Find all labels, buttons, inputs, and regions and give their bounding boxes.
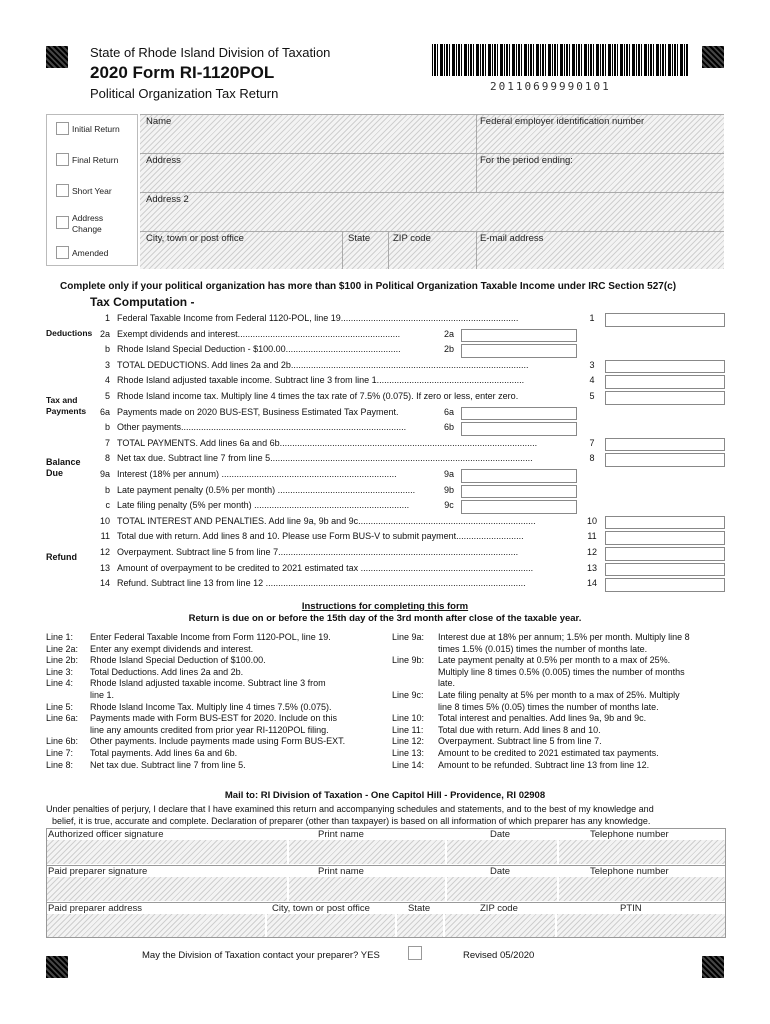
address-change-checkbox[interactable] bbox=[56, 216, 69, 229]
instruction-key: Line 3: bbox=[46, 666, 74, 677]
instruction-key: Line 9c: bbox=[392, 690, 424, 700]
line-number: 6a bbox=[99, 406, 110, 417]
instruction-key: Line 2b: bbox=[46, 655, 79, 666]
line-box-label: 9c bbox=[444, 500, 454, 511]
amount-field-4[interactable] bbox=[605, 375, 725, 389]
agency-name: State of Rhode Island Division of Taxation bbox=[90, 45, 331, 60]
email-label: E-mail address bbox=[480, 233, 544, 244]
line-number: 3 bbox=[104, 359, 110, 370]
line-text: Total due with return. Add lines 8 and 10. Please use Form BUS-V to submit payment........................... bbox=[117, 531, 524, 542]
amount-field-6a[interactable] bbox=[461, 407, 577, 421]
perjury-line-1: Under penalties of perjury, I declare that I have examined this return and accompanying schedules and statements, and to the best of my knowledge and bbox=[46, 804, 654, 814]
address2-label: Address 2 bbox=[146, 194, 189, 205]
line-number: b bbox=[104, 422, 110, 433]
final-return-checkbox[interactable] bbox=[56, 153, 69, 166]
section-tax-payments-2: Payments bbox=[46, 406, 87, 416]
instruction-text: Payments made with Form BUS-EST for 2020. Include on this bbox=[90, 713, 337, 724]
line-row-4 bbox=[0, 374, 770, 390]
instruction-text: Amount to be refunded. Subtract line 13 from line 12. bbox=[438, 759, 650, 770]
line-row-10 bbox=[0, 515, 770, 531]
instruction-key: Line 1: bbox=[46, 632, 74, 642]
line-text: Rhode Island income tax. Multiply line 4 times the tax rate of 7.5% (0.075). If zero or less, enter zero. bbox=[117, 391, 519, 401]
amount-field-10[interactable] bbox=[605, 516, 725, 530]
barcode-number: 20110699990101 bbox=[490, 80, 611, 93]
line-number: 8 bbox=[104, 453, 110, 464]
line-row-5 bbox=[0, 390, 770, 406]
period-label: For the period ending: bbox=[480, 155, 573, 166]
instruction-key: Line 6b: bbox=[46, 736, 79, 747]
instructions-title: Instructions for completing this form bbox=[301, 601, 469, 612]
instruction-text: Amount to be credited to 2021 estimated tax payments. bbox=[438, 748, 659, 758]
telephone-field[interactable] bbox=[559, 840, 725, 864]
instruction-text: Total payments. Add lines 6a and 6b. bbox=[90, 748, 238, 758]
instruction-key: Line 9a: bbox=[392, 632, 425, 642]
line-text: Other payments.......................................................................................... bbox=[117, 422, 407, 433]
address-change-label-2: Change bbox=[72, 224, 102, 234]
line-text: TOTAL DEDUCTIONS. Add lines 2a and 2b............................................................................................... bbox=[117, 359, 529, 370]
line-text: Amount of overpayment to be credited to 2021 estimated tax ..................................................................... bbox=[117, 562, 534, 573]
amended-checkbox[interactable] bbox=[56, 246, 69, 259]
line-row-6b bbox=[0, 421, 770, 437]
fein-label: Federal employer identification number bbox=[480, 116, 645, 127]
instruction-key: Line 10: bbox=[392, 713, 425, 724]
line-box-label: 12 bbox=[586, 547, 597, 557]
line-box-label: 9b bbox=[443, 484, 454, 495]
registration-mark-bottom-right bbox=[702, 956, 724, 978]
line-number: c bbox=[105, 500, 110, 511]
line-row-12 bbox=[0, 546, 770, 562]
name-label: Name bbox=[146, 116, 172, 127]
form-subtitle: Political Organization Tax Return bbox=[90, 86, 279, 101]
preparer-signature-label: Paid preparer signature bbox=[48, 866, 148, 877]
telephone-label: Telephone number bbox=[590, 829, 669, 840]
line-box-label: 8 bbox=[589, 453, 595, 464]
instruction-text: Enter any exempt dividends and interest. bbox=[90, 643, 254, 654]
amount-field-7[interactable] bbox=[605, 438, 725, 452]
line-box-label: 6a bbox=[443, 406, 454, 417]
print-name-label: Print name bbox=[318, 829, 364, 840]
officer-signature-field[interactable] bbox=[47, 840, 287, 864]
preparer-telephone-label: Telephone number bbox=[590, 866, 669, 877]
registration-mark-bottom-left bbox=[46, 956, 68, 978]
section-balance-2: Due bbox=[46, 468, 64, 478]
line-box-label: 14 bbox=[586, 578, 597, 589]
amount-field-9b[interactable] bbox=[461, 485, 577, 499]
computation-note: Complete only if your political organization has more than $100 in Political Organization Taxable Income under IRC Section 527(c) bbox=[60, 281, 677, 292]
short-year-label: Short Year bbox=[72, 186, 112, 196]
address2-field[interactable] bbox=[140, 192, 724, 231]
preparer-state-field[interactable] bbox=[397, 914, 443, 937]
address-field[interactable] bbox=[140, 153, 476, 192]
amount-field-2a[interactable] bbox=[461, 329, 577, 343]
instruction-key: Line 4: bbox=[46, 678, 74, 689]
line-text: Exempt dividends and interest................................................................. bbox=[117, 328, 401, 339]
instruction-key: Line 6a: bbox=[46, 713, 79, 724]
revised-date: Revised 05/2020 bbox=[463, 950, 535, 961]
contact-yes-checkbox[interactable] bbox=[408, 946, 422, 960]
instruction-text: late. bbox=[438, 678, 456, 689]
line-row-9c bbox=[0, 499, 770, 515]
amount-field-14[interactable] bbox=[605, 578, 725, 592]
instruction-text: Rhode Island Income Tax. Multiply line 4 times 7.5% (0.075). bbox=[90, 701, 332, 712]
instruction-key: Line 13: bbox=[392, 748, 425, 758]
line-number: 2a bbox=[99, 328, 110, 339]
instruction-key: Line 2a: bbox=[46, 643, 79, 654]
instruction-text: Other payments. Include payments made using Form BUS-EXT. bbox=[90, 736, 346, 747]
line-box-label: 2a bbox=[443, 328, 454, 339]
computation-heading: Tax Computation - bbox=[90, 295, 195, 309]
amount-field-8[interactable] bbox=[605, 453, 725, 467]
section-refund: Refund bbox=[46, 552, 77, 562]
line-number: 7 bbox=[104, 437, 110, 448]
instruction-text: Late filing penalty at 5% per month to a max of 25%. Multiply bbox=[438, 690, 680, 700]
amount-field-1[interactable] bbox=[605, 313, 725, 327]
line-box-label: 6b bbox=[443, 422, 454, 433]
line-number: b bbox=[104, 484, 110, 495]
instruction-text: Total due with return. Add lines 8 and 10. bbox=[438, 724, 601, 735]
line-text: Late filing penalty (5% per month) .............................................................. bbox=[117, 500, 410, 511]
line-row-8 bbox=[0, 452, 770, 468]
instruction-text: line 1. bbox=[90, 690, 115, 700]
line-number: 14 bbox=[99, 578, 110, 589]
line-number: 1 bbox=[104, 313, 110, 323]
line-row-2b bbox=[0, 343, 770, 359]
instruction-text: Total interest and penalties. Add lines 9a, 9b and 9c. bbox=[438, 713, 647, 724]
line-number: 4 bbox=[104, 375, 110, 386]
preparer-zip-label: ZIP code bbox=[480, 903, 518, 914]
line-row-9a bbox=[0, 468, 770, 484]
preparer-print-name-label: Print name bbox=[318, 866, 364, 877]
print-name-field[interactable] bbox=[289, 840, 445, 864]
line-box-label: 11 bbox=[587, 531, 597, 542]
date-field[interactable] bbox=[447, 840, 557, 864]
instruction-text: times 1.5% (0.015) times the number of months late. bbox=[438, 643, 648, 654]
officer-signature-label: Authorized officer signature bbox=[48, 829, 164, 840]
instruction-text: Multiply line 8 times 0.5% (0.005) times the number of months bbox=[438, 666, 685, 677]
short-year-checkbox[interactable] bbox=[56, 184, 69, 197]
line-box-label: 3 bbox=[589, 359, 595, 370]
registration-mark-top-left bbox=[46, 46, 68, 68]
amount-field-12[interactable] bbox=[605, 547, 725, 561]
preparer-telephone-field[interactable] bbox=[559, 877, 725, 901]
line-text: Federal Taxable Income from Federal 1120-POL, line 19....................................................................... bbox=[117, 313, 519, 323]
line-row-6a bbox=[0, 406, 770, 422]
line-text: Late payment penalty (0.5% per month) ....................................................... bbox=[117, 484, 416, 495]
name-field[interactable] bbox=[140, 114, 476, 153]
line-box-label: 1 bbox=[589, 313, 595, 323]
instructions-right bbox=[392, 632, 732, 782]
line-box-label: 7 bbox=[589, 437, 595, 448]
preparer-state-label: State bbox=[408, 903, 431, 914]
line-text: TOTAL PAYMENTS. Add lines 6a and 6b....................................................................................................... bbox=[117, 437, 538, 448]
initial-return-checkbox[interactable] bbox=[56, 122, 69, 135]
amended-label: Amended bbox=[72, 248, 109, 258]
line-row-7 bbox=[0, 437, 770, 453]
amount-field-9c[interactable] bbox=[461, 500, 577, 514]
form-title: 2020 Form RI-1120POL bbox=[90, 63, 275, 82]
instruction-text: Enter Federal Taxable Income from Form 1120-POL, line 19. bbox=[90, 632, 331, 642]
line-text: Refund. Subtract line 13 from line 12 ........................................................................................................ bbox=[117, 578, 526, 589]
zip-label: ZIP code bbox=[393, 233, 431, 244]
line-text: TOTAL INTEREST AND PENALTIES. Add line 9a, 9b and 9c....................................................................... bbox=[117, 515, 536, 526]
instruction-text: Total Deductions. Add lines 2a and 2b. bbox=[90, 666, 244, 677]
line-box-label: 9a bbox=[443, 469, 454, 479]
instruction-text: Late payment penalty at 0.5% per month to a max of 25%. bbox=[438, 655, 671, 666]
instruction-key: Line 12: bbox=[392, 736, 425, 747]
preparer-zip-field[interactable] bbox=[445, 914, 555, 937]
section-balance-1: Balance bbox=[46, 457, 81, 467]
perjury-line-2: belief, it is true, accurate and complete. Declaration of preparer (other than taxpayer) is based on all information of which preparer has any knowledge. bbox=[52, 816, 651, 826]
line-row-2a bbox=[0, 328, 770, 344]
line-text: Rhode Island adjusted taxable income. Subtract line 3 from line 1........................................................... bbox=[117, 375, 525, 386]
instruction-key: Line 8: bbox=[46, 759, 74, 770]
registration-mark-top-right bbox=[702, 46, 724, 68]
preparer-city-label: City, town or post office bbox=[272, 903, 370, 914]
instruction-key: Line 9b: bbox=[392, 655, 425, 666]
instruction-text: line 8 times 5% (0.05) times the number of months late. bbox=[438, 701, 659, 712]
preparer-address-label: Paid preparer address bbox=[48, 903, 142, 914]
preparer-print-name-field[interactable] bbox=[289, 877, 445, 901]
line-row-13 bbox=[0, 562, 770, 578]
mail-to: Mail to: RI Division of Taxation - One Capitol Hill - Providence, RI 02908 bbox=[224, 790, 546, 801]
instruction-key: Line 5: bbox=[46, 701, 74, 712]
city-label: City, town or post office bbox=[146, 233, 244, 244]
line-number: 9a bbox=[99, 469, 110, 479]
line-text: Net tax due. Subtract line 7 from line 5......................................................................................................... bbox=[117, 453, 533, 464]
instruction-key: Line 11: bbox=[392, 724, 424, 735]
instruction-key: Line 14: bbox=[392, 759, 425, 770]
line-number: 12 bbox=[99, 547, 110, 557]
line-number: 5 bbox=[104, 391, 110, 401]
line-box-label: 2b bbox=[443, 344, 454, 355]
line-number: 11 bbox=[100, 531, 110, 542]
amount-field-11[interactable] bbox=[605, 531, 725, 545]
line-box-label: 13 bbox=[586, 562, 597, 573]
line-number: 10 bbox=[99, 515, 110, 526]
instruction-text: Interest due at 18% per annum; 1.5% per month. Multiply line 8 bbox=[438, 632, 690, 642]
amount-field-13[interactable] bbox=[605, 563, 725, 577]
preparer-city-field[interactable] bbox=[267, 914, 395, 937]
line-text: Rhode Island Special Deduction - $100.00.............................................. bbox=[117, 344, 401, 355]
instruction-text: Rhode Island Special Deduction of $100.00. bbox=[90, 655, 266, 666]
ptin-field[interactable] bbox=[557, 914, 725, 937]
instruction-text: Rhode Island adjusted taxable income. Subtract line 3 from bbox=[90, 678, 326, 689]
line-row-11 bbox=[0, 530, 770, 546]
line-text: Payments made on 2020 BUS-EST, Business Estimated Tax Payment. bbox=[117, 406, 399, 417]
instruction-text: line any amounts credited from prior year RI-1120POL filing. bbox=[90, 724, 329, 735]
amount-field-6b[interactable] bbox=[461, 422, 577, 436]
line-row-1 bbox=[0, 312, 770, 328]
preparer-date-label: Date bbox=[490, 866, 511, 877]
line-row-9b bbox=[0, 484, 770, 500]
instruction-text: Overpayment. Subtract line 5 from line 7. bbox=[438, 736, 602, 747]
line-number: b bbox=[104, 344, 110, 355]
line-text: Overpayment. Subtract line 5 from line 7................................................................................................ bbox=[117, 547, 519, 557]
address-label: Address bbox=[146, 155, 181, 166]
preparer-signature-field[interactable] bbox=[47, 877, 287, 901]
instruction-key: Line 7: bbox=[46, 748, 74, 758]
amount-field-5[interactable] bbox=[605, 391, 725, 405]
date-label: Date bbox=[490, 829, 511, 840]
address-change-label-1: Address bbox=[72, 213, 104, 223]
preparer-address-field[interactable] bbox=[47, 914, 265, 937]
contact-question: May the Division of Taxation contact your preparer? YES bbox=[142, 950, 380, 961]
instructions-left bbox=[46, 632, 386, 782]
barcode bbox=[432, 44, 688, 76]
ptin-label: PTIN bbox=[620, 903, 642, 914]
line-box-label: 10 bbox=[586, 515, 597, 526]
line-box-label: 5 bbox=[589, 391, 595, 401]
line-row-3 bbox=[0, 359, 770, 375]
final-return-label: Final Return bbox=[72, 155, 119, 165]
state-label: State bbox=[348, 233, 371, 244]
line-number: 13 bbox=[99, 562, 110, 573]
initial-return-label: Initial Return bbox=[72, 124, 120, 134]
amount-field-2b[interactable] bbox=[461, 344, 577, 358]
instruction-text: Net tax due. Subtract line 7 from line 5. bbox=[90, 759, 246, 770]
amount-field-3[interactable] bbox=[605, 360, 725, 374]
instructions-due: Return is due on or before the 15th day of the 3rd month after close of the taxable year. bbox=[188, 613, 582, 624]
section-tax-payments-1: Tax and bbox=[46, 395, 78, 405]
line-text: Interest (18% per annum) ...................................................................... bbox=[117, 469, 397, 479]
section-deductions: Deductions bbox=[46, 328, 93, 338]
line-box-label: 4 bbox=[589, 375, 595, 386]
line-row-14 bbox=[0, 577, 770, 593]
preparer-date-field[interactable] bbox=[447, 877, 557, 901]
amount-field-9a[interactable] bbox=[461, 469, 577, 483]
